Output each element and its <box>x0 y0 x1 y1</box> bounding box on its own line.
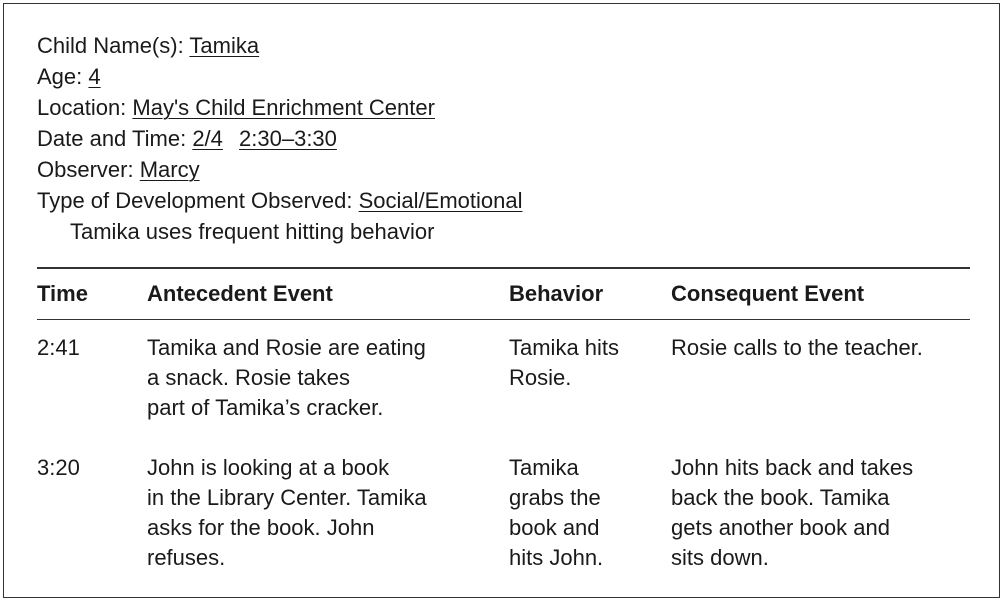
time-range-value: 2:30–3:30 <box>239 126 337 151</box>
text-line: Tamika and Rosie are eating <box>147 335 426 360</box>
text-line: Rosie. <box>509 365 572 390</box>
text-line: Rosie calls to the teacher. <box>671 335 923 360</box>
row-1-time: 2:41 <box>37 335 80 360</box>
age-line <box>37 61 523 92</box>
observer-value: Marcy <box>139 157 200 182</box>
text-line: John hits back and takes <box>671 455 914 480</box>
row-2-behavior <box>509 453 603 573</box>
text-line: part of Tamika’s cracker. <box>147 395 384 420</box>
child-name-line <box>37 30 523 61</box>
text-line: gets another book and <box>671 515 890 540</box>
text-line: John is looking at a book <box>147 455 390 480</box>
column-header-time: Time <box>37 281 88 306</box>
column-header-behavior: Behavior <box>509 281 604 306</box>
date-time-label: Date and Time: <box>37 126 187 151</box>
row-1-behavior <box>509 333 619 393</box>
behavior-summary: Tamika uses frequent hitting behavior <box>70 219 435 244</box>
text-line: refuses. <box>147 545 226 570</box>
text-line: back the book. Tamika <box>671 485 890 510</box>
text-line: book and <box>509 515 600 540</box>
table-header-rule <box>37 319 970 320</box>
observation-header <box>37 30 523 247</box>
row-1-antecedent <box>147 333 426 423</box>
text-line: asks for the book. John <box>147 515 375 540</box>
column-header-consequent: Consequent Event <box>671 281 865 306</box>
age-label: Age: <box>37 64 83 89</box>
row-2-antecedent <box>147 453 427 573</box>
row-1-consequent <box>671 333 923 363</box>
text-line: a snack. Rosie takes <box>147 365 350 390</box>
table-top-rule <box>37 267 970 269</box>
location-line <box>37 92 523 123</box>
date-value: 2/4 <box>192 126 223 151</box>
development-type-value: Social/Emotional <box>358 188 523 213</box>
text-line: sits down. <box>671 545 769 570</box>
location-value: May's Child Enrichment Center <box>132 95 435 120</box>
observer-line <box>37 154 523 185</box>
observer-label: Observer: <box>37 157 134 182</box>
development-type-line <box>37 185 523 216</box>
text-line: hits John. <box>509 545 604 570</box>
location-label: Location: <box>37 95 127 120</box>
age-value: 4 <box>88 64 101 89</box>
row-2-consequent <box>671 453 913 573</box>
text-line: Tamika <box>509 455 579 480</box>
child-name-label: Child Name(s): <box>37 33 184 58</box>
development-type-label: Type of Development Observed: <box>37 188 353 213</box>
text-line: grabs the <box>509 485 601 510</box>
text-line: in the Library Center. Tamika <box>147 485 427 510</box>
column-header-antecedent: Antecedent Event <box>147 281 333 306</box>
child-name-value: Tamika <box>189 33 260 58</box>
date-time-line <box>37 123 523 154</box>
text-line: Tamika hits <box>509 335 620 360</box>
row-2-time: 3:20 <box>37 455 80 480</box>
